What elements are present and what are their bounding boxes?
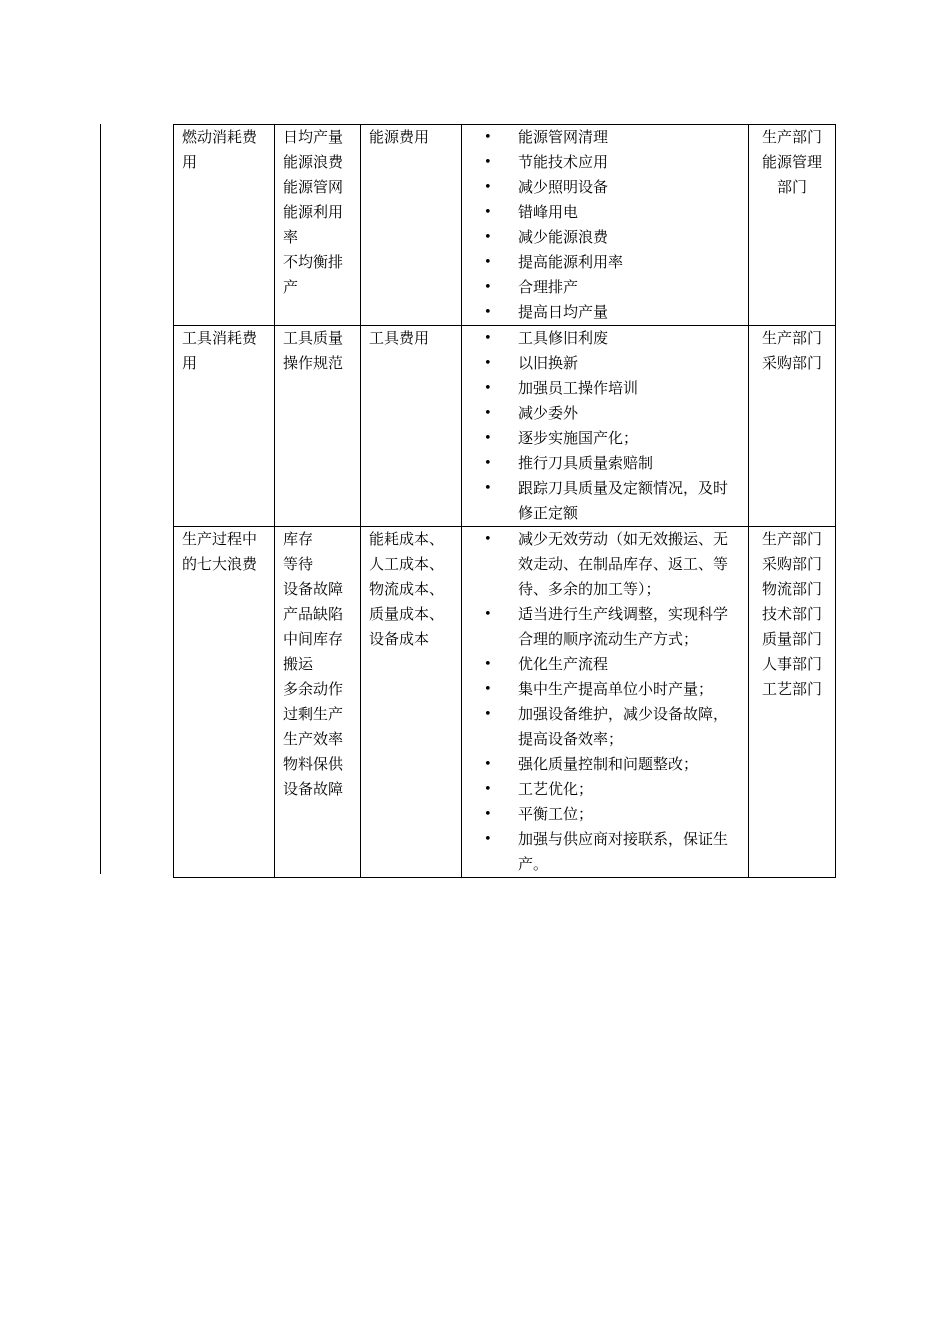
- cost-item: 物流成本、: [369, 580, 445, 598]
- bullet-icon: •: [484, 381, 492, 396]
- factors-cell: [275, 125, 361, 326]
- department-item: 工艺部门: [761, 680, 822, 698]
- list-item: • 减少无效劳动（如无效搬运、无效走动、在制品库存、返工、等待、多余的加工等）；: [470, 527, 740, 602]
- cost-cell: [361, 125, 462, 326]
- measures-list: [470, 125, 740, 325]
- list-item: • 集中生产提高单位小时产量；: [470, 677, 740, 702]
- departments-cell: [749, 125, 836, 326]
- list-item: • 减少委外: [470, 401, 740, 426]
- bullet-icon: •: [484, 657, 492, 672]
- cost-item: 人工成本、: [369, 555, 445, 573]
- measures-list: [470, 326, 740, 526]
- factor-item: 物料保供: [283, 755, 344, 773]
- bullet-icon: •: [484, 130, 492, 145]
- cost-item: 质量成本、: [369, 605, 445, 623]
- bullet-icon: •: [484, 431, 492, 446]
- department-item: 生产部门: [761, 128, 822, 146]
- bullet-icon: •: [484, 682, 492, 697]
- cost-item: 能源费用: [369, 128, 430, 146]
- department-item: 技术部门: [761, 605, 822, 623]
- factor-item: 能源管网: [283, 178, 344, 196]
- bullet-icon: •: [484, 230, 492, 245]
- cost-item: 设备成本: [369, 630, 430, 648]
- table-row: [174, 326, 836, 527]
- list-item: • 提高日均产量: [470, 300, 740, 325]
- table-row: [174, 527, 836, 878]
- list-item: • 节能技术应用: [470, 150, 740, 175]
- factor-item: 日均产量: [283, 128, 344, 146]
- list-item: • 工艺优化；: [470, 777, 740, 802]
- factor-item: 库存: [283, 530, 314, 548]
- category-text: 工具消耗费用: [182, 329, 258, 372]
- bullet-icon: •: [484, 356, 492, 371]
- measures-cell: [462, 326, 749, 527]
- department-item: 人事部门: [761, 655, 822, 673]
- category-cell: [174, 125, 275, 326]
- factor-item: 不均衡排产: [283, 253, 344, 296]
- list-item: • 适当进行生产线调整，实现科学合理的顺序流动生产方式；: [470, 602, 740, 652]
- factor-item: 设备故障: [283, 580, 344, 598]
- list-item: • 减少照明设备: [470, 175, 740, 200]
- factor-item: 等待: [283, 555, 314, 573]
- factor-item: 能源利用率: [283, 203, 344, 246]
- category-cell: [174, 527, 275, 878]
- list-item: • 平衡工位；: [470, 802, 740, 827]
- list-item: • 逐步实施国产化；: [470, 426, 740, 451]
- cost-cell: [361, 527, 462, 878]
- bullet-icon: •: [484, 205, 492, 220]
- bullet-icon: •: [484, 807, 492, 822]
- list-item: • 错峰用电: [470, 200, 740, 225]
- factor-item: 产品缺陷: [283, 605, 344, 623]
- cost-item: 能耗成本、: [369, 530, 445, 548]
- bullet-icon: •: [484, 832, 492, 847]
- bullet-icon: •: [484, 757, 492, 772]
- factors-cell: [275, 326, 361, 527]
- factor-item: 工具质量: [283, 329, 344, 347]
- category-text: 燃动消耗费用: [182, 128, 258, 171]
- department-item: 生产部门: [761, 329, 822, 347]
- bullet-icon: •: [484, 481, 492, 496]
- list-item: • 优化生产流程: [470, 652, 740, 677]
- list-item: • 加强设备维护，减少设备故障，提高设备效率；: [470, 702, 740, 752]
- category-cell: [174, 326, 275, 527]
- bullet-icon: •: [484, 406, 492, 421]
- table-row: [174, 125, 836, 326]
- department-item: 采购部门: [761, 555, 822, 573]
- departments-cell: [749, 326, 836, 527]
- factor-item: 搬运: [283, 655, 314, 673]
- list-item: • 合理排产: [470, 275, 740, 300]
- factor-item: 能源浪费: [283, 153, 344, 171]
- category-text: 生产过程中的七大浪费: [182, 530, 258, 573]
- bullet-icon: •: [484, 180, 492, 195]
- factor-item: 生产效率: [283, 730, 344, 748]
- department-item: 物流部门: [761, 580, 822, 598]
- cost-cell: [361, 326, 462, 527]
- bullet-icon: •: [484, 305, 492, 320]
- list-item: • 减少能源浪费: [470, 225, 740, 250]
- list-item: • 以旧换新: [470, 351, 740, 376]
- measures-cell: [462, 125, 749, 326]
- bullet-icon: •: [484, 331, 492, 346]
- bullet-icon: •: [484, 155, 492, 170]
- list-item: • 推行刀具质量索赔制: [470, 451, 740, 476]
- bullet-icon: •: [484, 707, 492, 722]
- department-item: 采购部门: [761, 354, 822, 372]
- bullet-icon: •: [484, 456, 492, 471]
- factor-item: 过剩生产: [283, 705, 344, 723]
- list-item: • 能源管网清理: [470, 125, 740, 150]
- left-margin-rule: [100, 124, 101, 874]
- department-item: 质量部门: [761, 630, 822, 648]
- bullet-icon: •: [484, 532, 492, 547]
- list-item: • 强化质量控制和问题整改；: [470, 752, 740, 777]
- department-item: 生产部门: [761, 530, 822, 548]
- factor-item: 设备故障: [283, 780, 344, 798]
- cost-item: 工具费用: [369, 329, 430, 347]
- list-item: • 加强与供应商对接联系，保证生产。: [470, 827, 740, 877]
- list-item: • 加强员工操作培训: [470, 376, 740, 401]
- factor-item: 多余动作: [283, 680, 344, 698]
- bullet-icon: •: [484, 607, 492, 622]
- measures-cell: [462, 527, 749, 878]
- factor-item: 操作规范: [283, 354, 344, 372]
- list-item: • 跟踪刀具质量及定额情况，及时修正定额: [470, 476, 740, 526]
- bullet-icon: •: [484, 280, 492, 295]
- measures-list: [470, 527, 740, 877]
- department-item: 能源管理部门: [761, 153, 822, 196]
- factor-item: 中间库存: [283, 630, 344, 648]
- list-item: • 提高能源利用率: [470, 250, 740, 275]
- cost-control-table: [173, 124, 836, 878]
- bullet-icon: •: [484, 782, 492, 797]
- bullet-icon: •: [484, 255, 492, 270]
- departments-cell: [749, 527, 836, 878]
- factors-cell: [275, 527, 361, 878]
- list-item: • 工具修旧利废: [470, 326, 740, 351]
